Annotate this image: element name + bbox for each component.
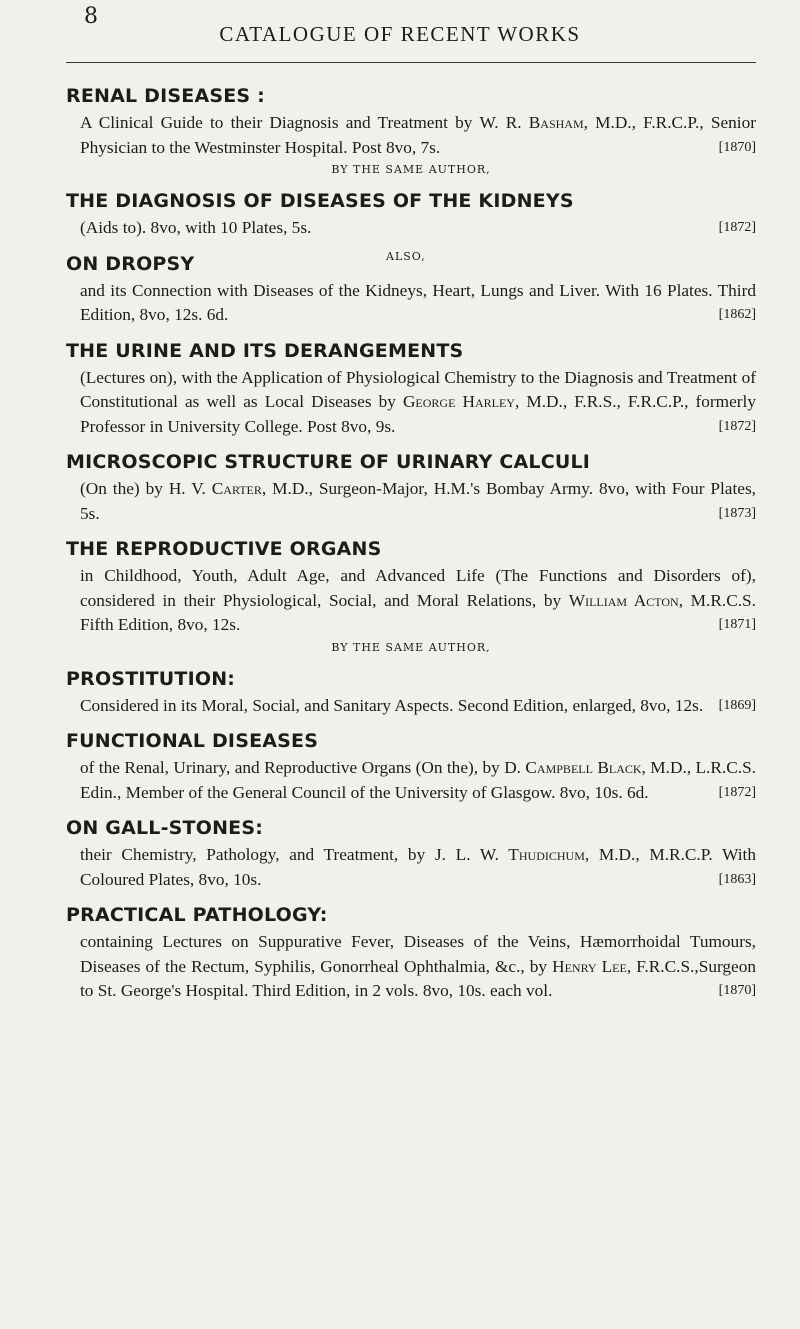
- entry-title: THE DIAGNOSIS OF DISEASES OF THE KIDNEYS: [66, 190, 574, 212]
- description-text: their Chemistry, Pathology, and Treatment, by: [80, 845, 435, 864]
- entry-description: [80, 930, 756, 1004]
- catalogue-entries: [66, 82, 756, 1013]
- entry-description: [80, 756, 756, 805]
- entry-description: [80, 843, 756, 892]
- entry-description: [80, 111, 756, 160]
- entry-heading-row: [66, 727, 756, 756]
- description-text: containing Lectures on Suppurative Fever, Diseases of the Veins, Hæmorrhoidal Tumours, Diseases of the Rectum, Syphilis, Gonorrheal Ophthalmia, &c., by: [80, 932, 756, 976]
- description-text-cont: , M.D., Surgeon-Major, H.M.'s Bombay Army. 8vo, with Four Plates, 5s.: [80, 479, 756, 523]
- publication-year: [1863]: [718, 871, 756, 887]
- entry-title: ON DROPSY: [66, 252, 195, 275]
- entry-heading-row: [66, 814, 756, 843]
- author-name: William Acton: [568, 590, 679, 610]
- catalogue-entry: [66, 187, 756, 241]
- catalogue-entry: [66, 727, 756, 805]
- entry-description: [80, 477, 756, 526]
- entry-heading-row: [66, 448, 756, 477]
- same-author-note: BY THE SAME AUTHOR,: [331, 163, 491, 176]
- description-text-cont: , M.D., L.R.C.S. Edin., Member of the General Council of the University of Glasgow. 8vo, 10s. 6d.: [80, 758, 756, 802]
- entry-heading-row: [66, 535, 756, 564]
- author-name: D. Campbell Black: [504, 758, 642, 777]
- description-text: Considered in its Moral, Social, and Sanitary Aspects. Second Edition, enlarged, 8vo, 12s.: [80, 695, 704, 715]
- entry-heading-row: [66, 901, 756, 930]
- description-text: (Lectures on), with the Application of Physiological Chemistry to the Diagnosis and Treatment of Constitutional as well as Local Diseases by: [80, 367, 756, 411]
- description-text: in Childhood, Youth, Adult Age, and Advanced Life (The Functions and Disorders of), considered in their Physiological, Social, and Moral Relations, by: [80, 566, 756, 610]
- description-text: A Clinical Guide to their Diagnosis and Treatment by: [80, 113, 480, 132]
- description-text: and its Connection with Diseases of the Kidneys, Heart, Lungs and Liver. With 16 Plates. Third Edition, 8vo, 12s. 6d.: [80, 280, 756, 324]
- publication-year: [1872]: [718, 784, 756, 800]
- description-text-cont: , M.R.C.S. Fifth Edition, 8vo, 12s.: [80, 590, 756, 634]
- description-text: (On the) by: [80, 479, 169, 498]
- header-rule: [66, 62, 756, 63]
- entry-description: [80, 279, 756, 328]
- description-text-cont: , M.D., F.R.C.P., Senior Physician to the Westminster Hospital. Post 8vo, 7s.: [80, 113, 756, 157]
- also-note: ALSO,: [386, 249, 426, 263]
- description-text: of the Renal, Urinary, and Reproductive Organs (On the), by: [80, 758, 505, 777]
- description-text-cont: , M.D., M.R.C.P. With Coloured Plates, 8vo, 10s.: [80, 845, 756, 889]
- same-author-note: BY THE SAME AUTHOR,: [331, 640, 491, 654]
- entry-description: [80, 564, 756, 638]
- entry-heading-row: [66, 337, 756, 366]
- description-text-cont: , M.D., F.R.S., F.R.C.P., formerly Professor in University College. Post 8vo, 9s.: [80, 392, 756, 436]
- page-number: 8: [84, 4, 98, 29]
- publication-year: [1862]: [718, 307, 756, 322]
- entry-heading-row: [66, 250, 756, 279]
- publication-year: [1872]: [718, 220, 756, 235]
- author-name: H. V. Carter: [168, 479, 262, 498]
- publication-year: [1870]: [718, 983, 756, 998]
- entry-title: PROSTITUTION:: [66, 667, 236, 690]
- author-name: George Harley: [402, 392, 515, 411]
- description-text: (Aids to). 8vo, with 10 Plates, 5s.: [80, 218, 312, 237]
- catalogue-entry: [66, 901, 756, 1004]
- catalogue-entry: [66, 665, 756, 719]
- running-head: CATALOGUE OF RECENT WORKS: [219, 22, 581, 46]
- entry-description: [80, 694, 756, 719]
- publication-year: [1870]: [718, 139, 756, 155]
- catalogue-entry: [66, 535, 756, 656]
- catalogue-entry: [66, 250, 756, 328]
- author-name: Henry Lee: [552, 956, 627, 976]
- entry-title: THE REPRODUCTIVE ORGANS: [66, 538, 382, 560]
- catalogue-entry: [66, 337, 756, 440]
- author-name: J. L. W. Thudichum: [434, 845, 585, 864]
- entry-description: [80, 216, 756, 241]
- catalogue-entry: [66, 448, 756, 526]
- publication-year: [1873]: [718, 505, 756, 521]
- description-text-cont: , F.R.C.S.,Surgeon to St. George's Hospital. Third Edition, in 2 vols. 8vo, 10s. each vol.: [80, 956, 756, 1000]
- entry-title: ON GALL-STONES:: [66, 817, 264, 839]
- catalogue-entry: [66, 814, 756, 892]
- entry-heading-row: [66, 82, 756, 111]
- author-name: W. R. Basham: [479, 113, 584, 132]
- entry-description: [80, 366, 756, 440]
- publication-year: [1869]: [718, 697, 756, 713]
- entry-heading-row: [66, 665, 756, 694]
- publication-year: [1871]: [718, 617, 756, 632]
- entry-heading-row: [66, 187, 756, 216]
- entry-title: MICROSCOPIC STRUCTURE OF URINARY CALCULI: [66, 451, 591, 473]
- catalogue-entry: [66, 82, 756, 178]
- entry-title: PRACTICAL PATHOLOGY:: [66, 904, 328, 926]
- entry-title: FUNCTIONAL DISEASES: [66, 730, 319, 752]
- entry-title: RENAL DISEASES :: [66, 85, 265, 107]
- publication-year: [1872]: [718, 418, 756, 434]
- entry-title: THE URINE AND ITS DERANGEMENTS: [66, 339, 464, 362]
